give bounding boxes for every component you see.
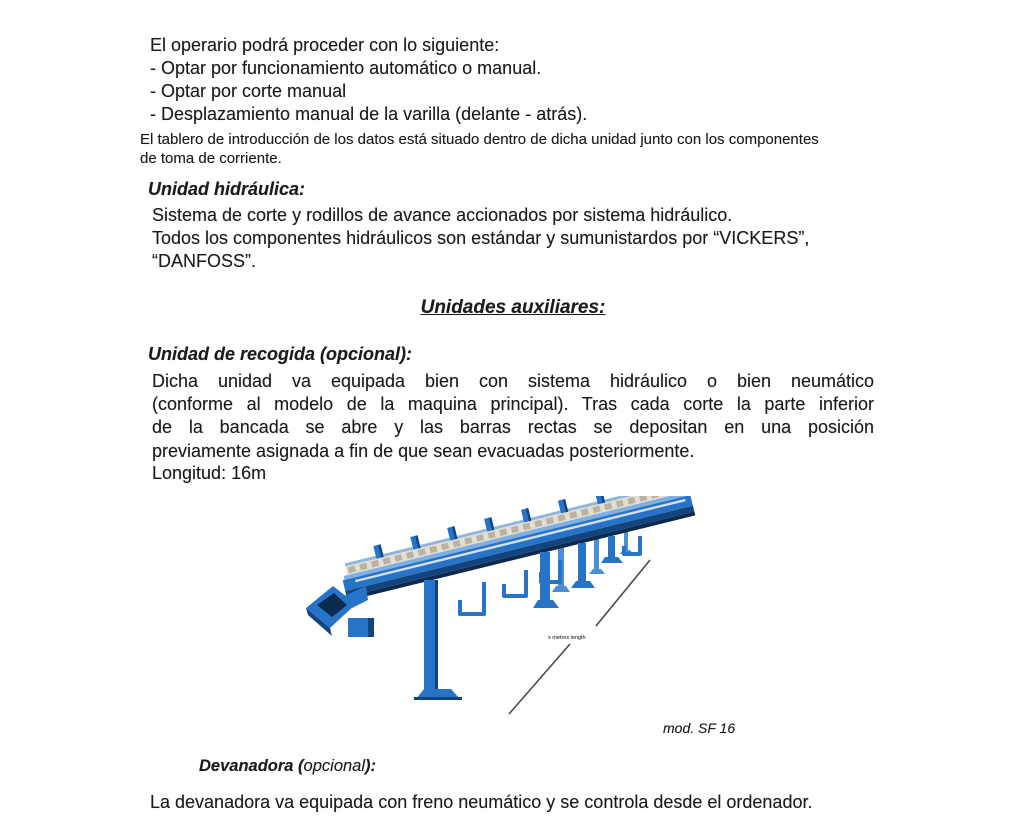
intro-bullet: - Optar por corte manual: [150, 81, 347, 101]
collection-unit-paragraph: [152, 370, 874, 463]
length-line: Longitud: 16m: [152, 463, 267, 483]
winder-unit-body: La devanadora va equipada con freno neumático y se controla desde el ordenador.: [150, 792, 813, 812]
intro-section: [140, 34, 950, 168]
paragraph-line: Dicha unidad va equipada bien con sistema hidráulico o bien neumático: [152, 371, 874, 391]
hydraulic-unit-heading: Unidad hidráulica:: [148, 179, 306, 199]
winder-heading-light: opcional: [303, 757, 366, 775]
winder-heading-tail: ):: [365, 757, 377, 775]
hydraulic-line: “DANFOSS”.: [152, 251, 257, 271]
hydraulic-line: Todos los componentes hidráulicos son estándar y sumunistardos por “VICKERS”,: [152, 228, 810, 248]
figure-caption: mod. SF 16: [663, 720, 736, 736]
dimension-label: x metres length: [548, 635, 586, 641]
intro-note-line: El tablero de introducción de los datos está situado dentro de dicha unidad junto con los componentes: [140, 131, 819, 148]
paragraph-line: de la bancada se abre y las barras rectas se depositan en una posición: [152, 417, 874, 438]
hydraulic-line: Sistema de corte y rodillos de avance accionados por sistema hidráulico.: [152, 205, 733, 225]
aux-units-heading: Unidades auxiliares:: [420, 297, 606, 318]
machine-motor-box: [348, 618, 374, 637]
intro-bullet: - Desplazamiento manual de la varilla (delante - atrás).: [150, 104, 588, 124]
machine-beam: [335, 496, 707, 601]
collection-unit-illustration: [288, 496, 728, 728]
winder-heading-main: Devanadora (: [199, 757, 304, 775]
paragraph-line: previamente asignada a fin de que sean evacuadas posteriormente.: [152, 440, 695, 461]
winder-unit-heading: [199, 757, 376, 776]
intro-note-line: de toma de corriente.: [140, 150, 282, 167]
collection-unit-heading: Unidad de recogida (opcional):: [148, 344, 413, 364]
hydraulic-unit-text: [152, 204, 942, 273]
intro-bullet: - Optar por funcionamiento automático o manual.: [150, 58, 542, 78]
intro-note: [140, 130, 950, 168]
paragraph-line: (conforme al modelo de la maquina principal). Tras cada corte la parte inferior: [152, 394, 874, 415]
intro-lead: El operario podrá proceder con lo siguiente:: [150, 35, 500, 55]
